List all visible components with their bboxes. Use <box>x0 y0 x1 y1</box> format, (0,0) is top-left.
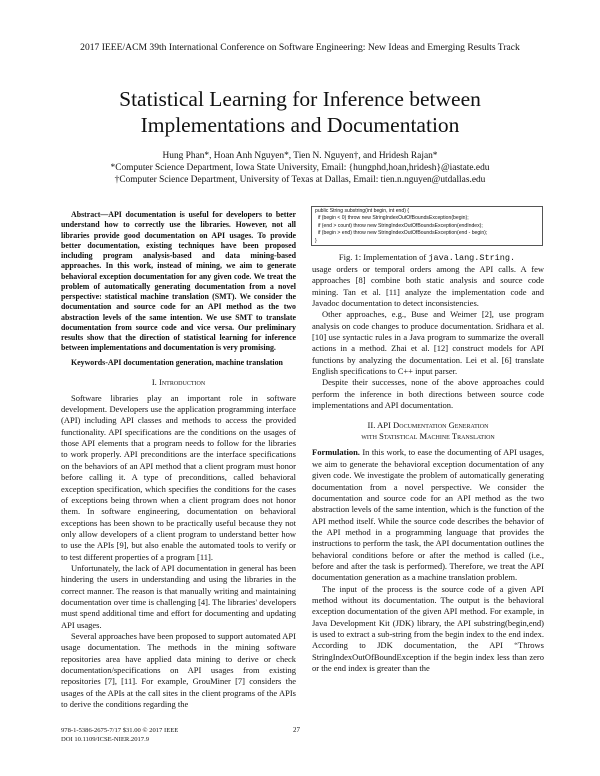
intro-paragraph-3: Several approaches have been proposed to support automated API usage documentation. The methods in the mining software repositories area have applied data mining to derive or check documentation/specifications on API usages from existing repositories [7], [11]. For example, GrouMiner [7] considers the usages of the APIs at the call sites in the client programs of the APIs to derive the conditions regarding the <box>61 630 296 710</box>
formulation-paragraph <box>312 447 544 583</box>
title-line-2: Implementations and Documentation <box>140 113 460 137</box>
formulation-text: In this work, to ease the documenting of API usages, we aim to generate the behavioral exception documentation of any given code. We investigate the problem of automatically generating documentation from a novel perspective. We consider the documentation and source code for an API method as the two abstraction levels of the same intention, which is the function of the API method itself. While the source code describes the behavior of the API method in a programming language that provides the instructions to perform the task, the API documentation outlines the behavioral conditions before or after the method is called (i.e., before and after the task is performed). Therefore, we treat the API documentation generation as a machine translation problem. <box>312 447 544 583</box>
author-block <box>0 150 600 186</box>
isbn-line: 978-1-5386-2675-7/17 $31.00 © 2017 IEEE <box>61 727 179 734</box>
right-column <box>312 264 544 674</box>
figure-caption <box>311 252 543 263</box>
formulation-label: Formulation. <box>312 447 360 458</box>
caption-text: Fig. 1: Implementation of <box>338 252 429 262</box>
abstract: Abstract—API documentation is useful for developers to better understand how to correctly use the libraries. However, not all libraries provide good documentation on API usages. To provide better documentation, existing techniques have been proposed including program analysis-based and data mining-based approaches. In this work, instead of mining, we aim to generate behavioral exception documentation for any given code. We treat the problem of automatically generating documentation from a novel perspective: statistical machine translation (SMT). We consider the documentation and source code for an API method as the two abstraction levels of the same intention. We use SMT to translate documentation from source code and vice versa. Our preliminary results show that the direction of statistical learning for inference between implementations and documentation is very promising. <box>61 210 296 353</box>
page-number: 27 <box>293 726 300 734</box>
code-line: if (end > count) throw new StringIndexOutOfBoundsException(endIndex); <box>315 222 483 229</box>
affiliation-1: *Computer Science Department, Iowa State University, Email: {hungphd,hoan,hridesh}@iastate.edu <box>110 163 490 173</box>
doi-line: DOI 10.1109/ICSE-NIER.2017.9 <box>61 736 150 743</box>
code-line: if (begin < 0) throw new StringIndexOutOfBoundsException(begin); <box>315 215 469 222</box>
copyright-footer <box>61 726 178 744</box>
section-2-heading-line-1: II. API Documentation Generation <box>367 420 489 431</box>
code-listing <box>311 206 543 246</box>
section-2-heading-line-2: with Statistical Machine Translation <box>361 431 495 442</box>
related-paragraph-2: Other approaches, e.g., Buse and Weimer [2], use program analysis on code changes to produce documentation. Sridhara et al. [10] use syntactic rules in a Java program to summarize the overall actions in a method. Zhai et al. [12] construct models for API functions by analyzing the documentation. Lei et al. [6] translate English specifications to C++ input parser. <box>312 309 544 377</box>
intro-paragraph-1: Software libraries play an important role in software development. Developers use the application programming interface (API) including API classes and methods to access the provided functionality. API specifications are the conditions on the usages of those API elements that a program needs to follow for the libraries to work properly. API preconditions are the interface specifications on the behaviors of an API method that a client program must honor before calling it. A type of preconditions, called behavioral exception specification, which specifies the conditions for the cases of exceptions being thrown when a client program does not honor them. In software engineering, documentation on behavioral exceptions has been shown to be practically useful because they not only allow developers of a client program to understand better how to use the APIs [9], but also enable the automated tools to verify or to test different properties of a program [11]. <box>61 392 296 562</box>
input-paragraph: The input of the process is the source code of a given API method without its documentation. The output is the behavioral exception documentation of the given API method. For example, in Java Development Kit (JDK) library, the API substring(begin,end) is used to extract a sub-string from the begin index to the end index. According to JDK documentation, the API “Throws StringIndexOutOfBoundException if the begin index less than zero or the end index is greater than the <box>312 583 544 673</box>
keywords: Keywords-API documentation generation, machine translation <box>71 357 283 367</box>
caption-code: java.lang.String. <box>428 253 516 263</box>
code-line: } <box>315 237 317 244</box>
related-paragraph-3: Despite their successes, none of the above approaches could perform the inference in both directions between source code implementations and API documentation. <box>312 377 544 411</box>
left-column <box>61 210 296 710</box>
code-line: public String substring(int begin, int end) { <box>315 208 410 214</box>
affiliation-2: †Computer Science Department, University of Texas at Dallas, Email: tien.n.nguyen@utdallas.edu <box>114 175 486 185</box>
intro-paragraph-2: Unfortunately, the lack of API documentation in general has been hindering the users in understanding and using the libraries in the correct manner. The reason is that manually writing and maintaining documentation over time is challenging [4]. The libraries' developers must spend additional time and effort for documenting and updating API usages. <box>61 562 296 630</box>
related-paragraph-1: usage orders or temporal orders among the API calls. A few approaches [8] combine both static analysis and source code mining. Tan et al. [11] analyze the implementation code and Javadoc documentation to detect inconsistencies. <box>312 264 544 309</box>
code-line: if (begin > end) throw new StringIndexOutOfBoundsException(end - begin); <box>315 230 488 237</box>
section-1-heading: I. Introduction <box>151 376 206 387</box>
conference-header: 2017 IEEE/ACM 39th International Conference on Software Engineering: New Ideas and Emerging Results Track <box>80 42 520 53</box>
section-2-heading <box>312 420 544 442</box>
title-line-1: Statistical Learning for Inference between <box>119 87 481 111</box>
paper-title <box>0 86 600 138</box>
author-names: Hung Phan*, Hoan Anh Nguyen*, Tien N. Nguyen†, and Hridesh Rajan* <box>162 151 438 161</box>
